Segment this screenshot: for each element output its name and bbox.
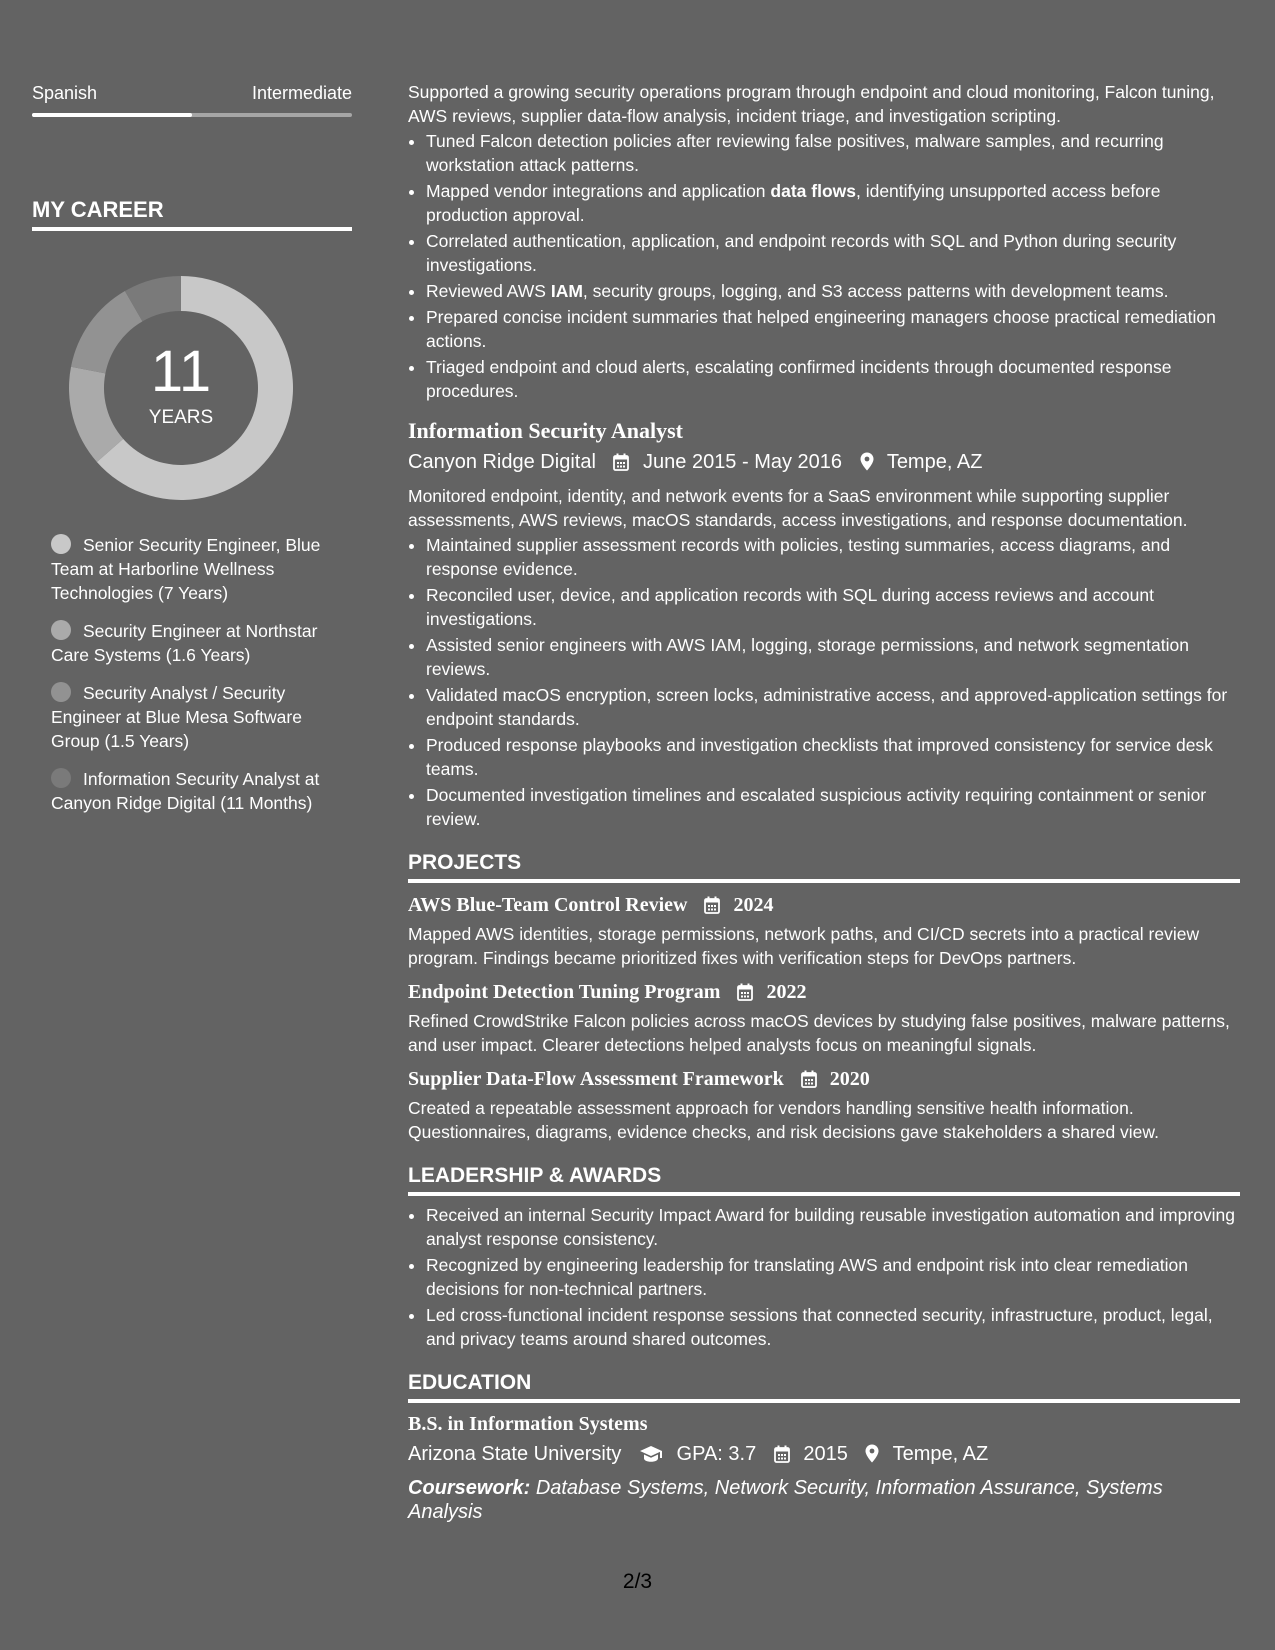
education-year: 2015 xyxy=(803,1443,848,1465)
job-bullet: • Maintained supplier assessment records with policies, testing summaries, access diagrams, and response evidence. xyxy=(426,533,1240,581)
language-level: Intermediate xyxy=(251,83,352,103)
legend-dot-icon xyxy=(51,620,71,640)
bullet-text: Mapped vendor integrations and application xyxy=(426,181,771,201)
education-location: Tempe, AZ xyxy=(892,1443,989,1465)
map-pin-icon xyxy=(860,451,874,479)
leadership-bullet: • Received an internal Security Impact Award for building reusable investigation automation and improving analyst response consistency. xyxy=(426,1203,1240,1251)
job-bullet xyxy=(426,305,1240,353)
project-year: 2024 xyxy=(733,894,774,916)
bullet-text: Triaged endpoint and cloud alerts, escalating confirmed incidents through documented response procedures. xyxy=(426,357,1172,401)
calendar-icon xyxy=(613,451,629,479)
career-heading: MY CAREER xyxy=(32,197,164,222)
map-pin-icon xyxy=(865,1442,879,1472)
job-company: Canyon Ridge Digital xyxy=(408,451,596,473)
project-title: Endpoint Detection Tuning Program xyxy=(408,981,721,1003)
legend-dot-icon xyxy=(51,534,71,554)
bullet-text: , identifying unsupported access before production approval. xyxy=(426,181,1161,225)
education-heading: EDUCATION xyxy=(408,1371,532,1394)
projects-heading: PROJECTS xyxy=(408,851,522,874)
project-year: 2022 xyxy=(766,981,807,1003)
career-donut-chart xyxy=(66,273,296,503)
job-bullet: • Assisted senior engineers with AWS IAM, logging, storage permissions, and network segmentation reviews. xyxy=(426,633,1240,681)
calendar-icon xyxy=(774,1442,790,1472)
job-bullet xyxy=(426,129,1240,177)
career-legend-label: Senior Security Engineer, Blue Team at Harborline Wellness Technologies (7 Years) xyxy=(51,535,321,603)
job-bullet: • Documented investigation timelines and escalated suspicious activity requiring containment or senior review. xyxy=(426,783,1240,831)
sidebar xyxy=(32,80,352,829)
career-legend-label: Security Analyst / Security Engineer at Blue Mesa Software Group (1.5 Years) xyxy=(51,683,302,751)
bullet-text: , security groups, logging, and S3 access patterns with development teams. xyxy=(582,281,1169,301)
career-total-unit: YEARS xyxy=(148,407,214,428)
education-degree: B.S. in Information Systems xyxy=(408,1413,648,1435)
leadership-bullet: • Recognized by engineering leadership for translating AWS and endpoint risk into clear remediation decisions for non-technical partners. xyxy=(426,1253,1240,1301)
job-bullet xyxy=(426,279,1240,303)
job-bullet xyxy=(426,355,1240,403)
language-row xyxy=(32,80,352,106)
project-title: Supplier Data-Flow Assessment Framework xyxy=(408,1068,784,1090)
job-bullet: • Produced response playbooks and investigation checklists that improved consistency for service desk teams. xyxy=(426,733,1240,781)
career-total-number: 11 xyxy=(150,339,212,404)
career-legend-item xyxy=(51,533,341,605)
job-bullet: • Reconciled user, device, and application records with SQL during access reviews and account investigations. xyxy=(426,583,1240,631)
project-title: AWS Blue-Team Control Review xyxy=(408,894,688,916)
bullet-bold: IAM xyxy=(550,281,583,301)
project-description: Refined CrowdStrike Falcon policies across macOS devices by studying false positives, malware patterns, and user impact. Clearer detections helped analysts focus on meaningful signals. xyxy=(408,1011,1230,1055)
job-summary: Monitored endpoint, identity, and network events for a SaaS environment while supporting supplier assessments, AWS reviews, macOS standards, access investigations, and response documentation. xyxy=(408,486,1188,530)
language-proficiency-bar xyxy=(32,113,352,117)
job-summary: Supported a growing security operations program through endpoint and cloud monitoring, Falcon tuning, AWS reviews, supplier data-flow analysis, incident triage, and investigation scripting. xyxy=(408,82,1215,126)
project-title-row xyxy=(408,891,1240,922)
job-bullet: • Validated macOS encryption, screen locks, administrative access, and approved-application settings for endpoint standards. xyxy=(426,683,1240,731)
main-content xyxy=(408,80,1240,1524)
calendar-icon xyxy=(737,981,753,1009)
education-school: Arizona State University xyxy=(408,1443,622,1465)
job-bullets xyxy=(408,129,1240,403)
section-rule xyxy=(408,1399,1240,1403)
bullet-text: Correlated authentication, application, and endpoint records with SQL and Python during security investigations. xyxy=(426,231,1177,275)
career-heading-rule xyxy=(32,227,352,231)
section-rule xyxy=(408,1192,1240,1196)
career-legend-item xyxy=(51,767,341,815)
legend-dot-icon xyxy=(51,768,71,788)
graduation-cap-icon xyxy=(639,1442,663,1472)
bullet-bold: data flows xyxy=(770,181,856,201)
language-proficiency-fill xyxy=(32,113,192,117)
coursework-list: Database Systems, Network Security, Information Assurance, Systems Analysis xyxy=(408,1477,1163,1523)
page-number: 2/3 xyxy=(622,1570,653,1593)
project-title-row xyxy=(408,978,1240,1009)
education-gpa: GPA: 3.7 xyxy=(676,1443,757,1465)
career-legend-item xyxy=(51,681,341,753)
education-meta xyxy=(408,1439,1240,1472)
bullet-text: Prepared concise incident summaries that helped engineering managers choose practical remediation actions. xyxy=(426,307,1216,351)
bullet-text: Reviewed AWS xyxy=(426,281,551,301)
career-legend-label: Information Security Analyst at Canyon Ridge Digital (11 Months) xyxy=(51,769,320,813)
career-legend-label: Security Engineer at Northstar Care Systems (1.6 Years) xyxy=(51,621,318,665)
coursework-label: Coursework: xyxy=(408,1477,531,1499)
job-dates: June 2015 - May 2016 xyxy=(643,451,843,473)
career-legend xyxy=(32,533,341,815)
job-bullets xyxy=(408,533,1240,831)
leadership-bullet: • Led cross-functional incident response sessions that connected security, infrastructure, product, legal, and privacy teams around shared outcomes. xyxy=(426,1303,1240,1351)
leadership-bullets xyxy=(408,1203,1240,1351)
job-meta xyxy=(408,448,1240,479)
language-name: Spanish xyxy=(32,83,98,103)
job-bullet xyxy=(426,229,1240,277)
calendar-icon xyxy=(801,1068,817,1096)
project-description: Created a repeatable assessment approach for vendors handling sensitive health information. Questionnaires, diagrams, evidence checks, and risk decisions gave stakeholders a shared view. xyxy=(408,1098,1159,1142)
job-location: Tempe, AZ xyxy=(886,451,983,473)
job-title: Information Security Analyst xyxy=(408,418,683,443)
project-description: Mapped AWS identities, storage permissions, network paths, and CI/CD secrets into a practical review program. Findings became prioritized fixes with verification steps for DevOps partners. xyxy=(408,924,1200,968)
section-rule xyxy=(408,879,1240,883)
project-year: 2020 xyxy=(829,1068,870,1090)
leadership-heading: LEADERSHIP & AWARDS xyxy=(408,1164,662,1187)
bullet-text: Tuned Falcon detection policies after reviewing false positives, malware samples, and recurring workstation attack patterns. xyxy=(426,131,1164,175)
project-title-row xyxy=(408,1065,1240,1096)
career-legend-item xyxy=(51,619,341,667)
education-coursework xyxy=(408,1476,1240,1524)
legend-dot-icon xyxy=(51,682,71,702)
job-bullet xyxy=(426,179,1240,227)
career-total xyxy=(66,273,296,503)
calendar-icon xyxy=(704,894,720,922)
